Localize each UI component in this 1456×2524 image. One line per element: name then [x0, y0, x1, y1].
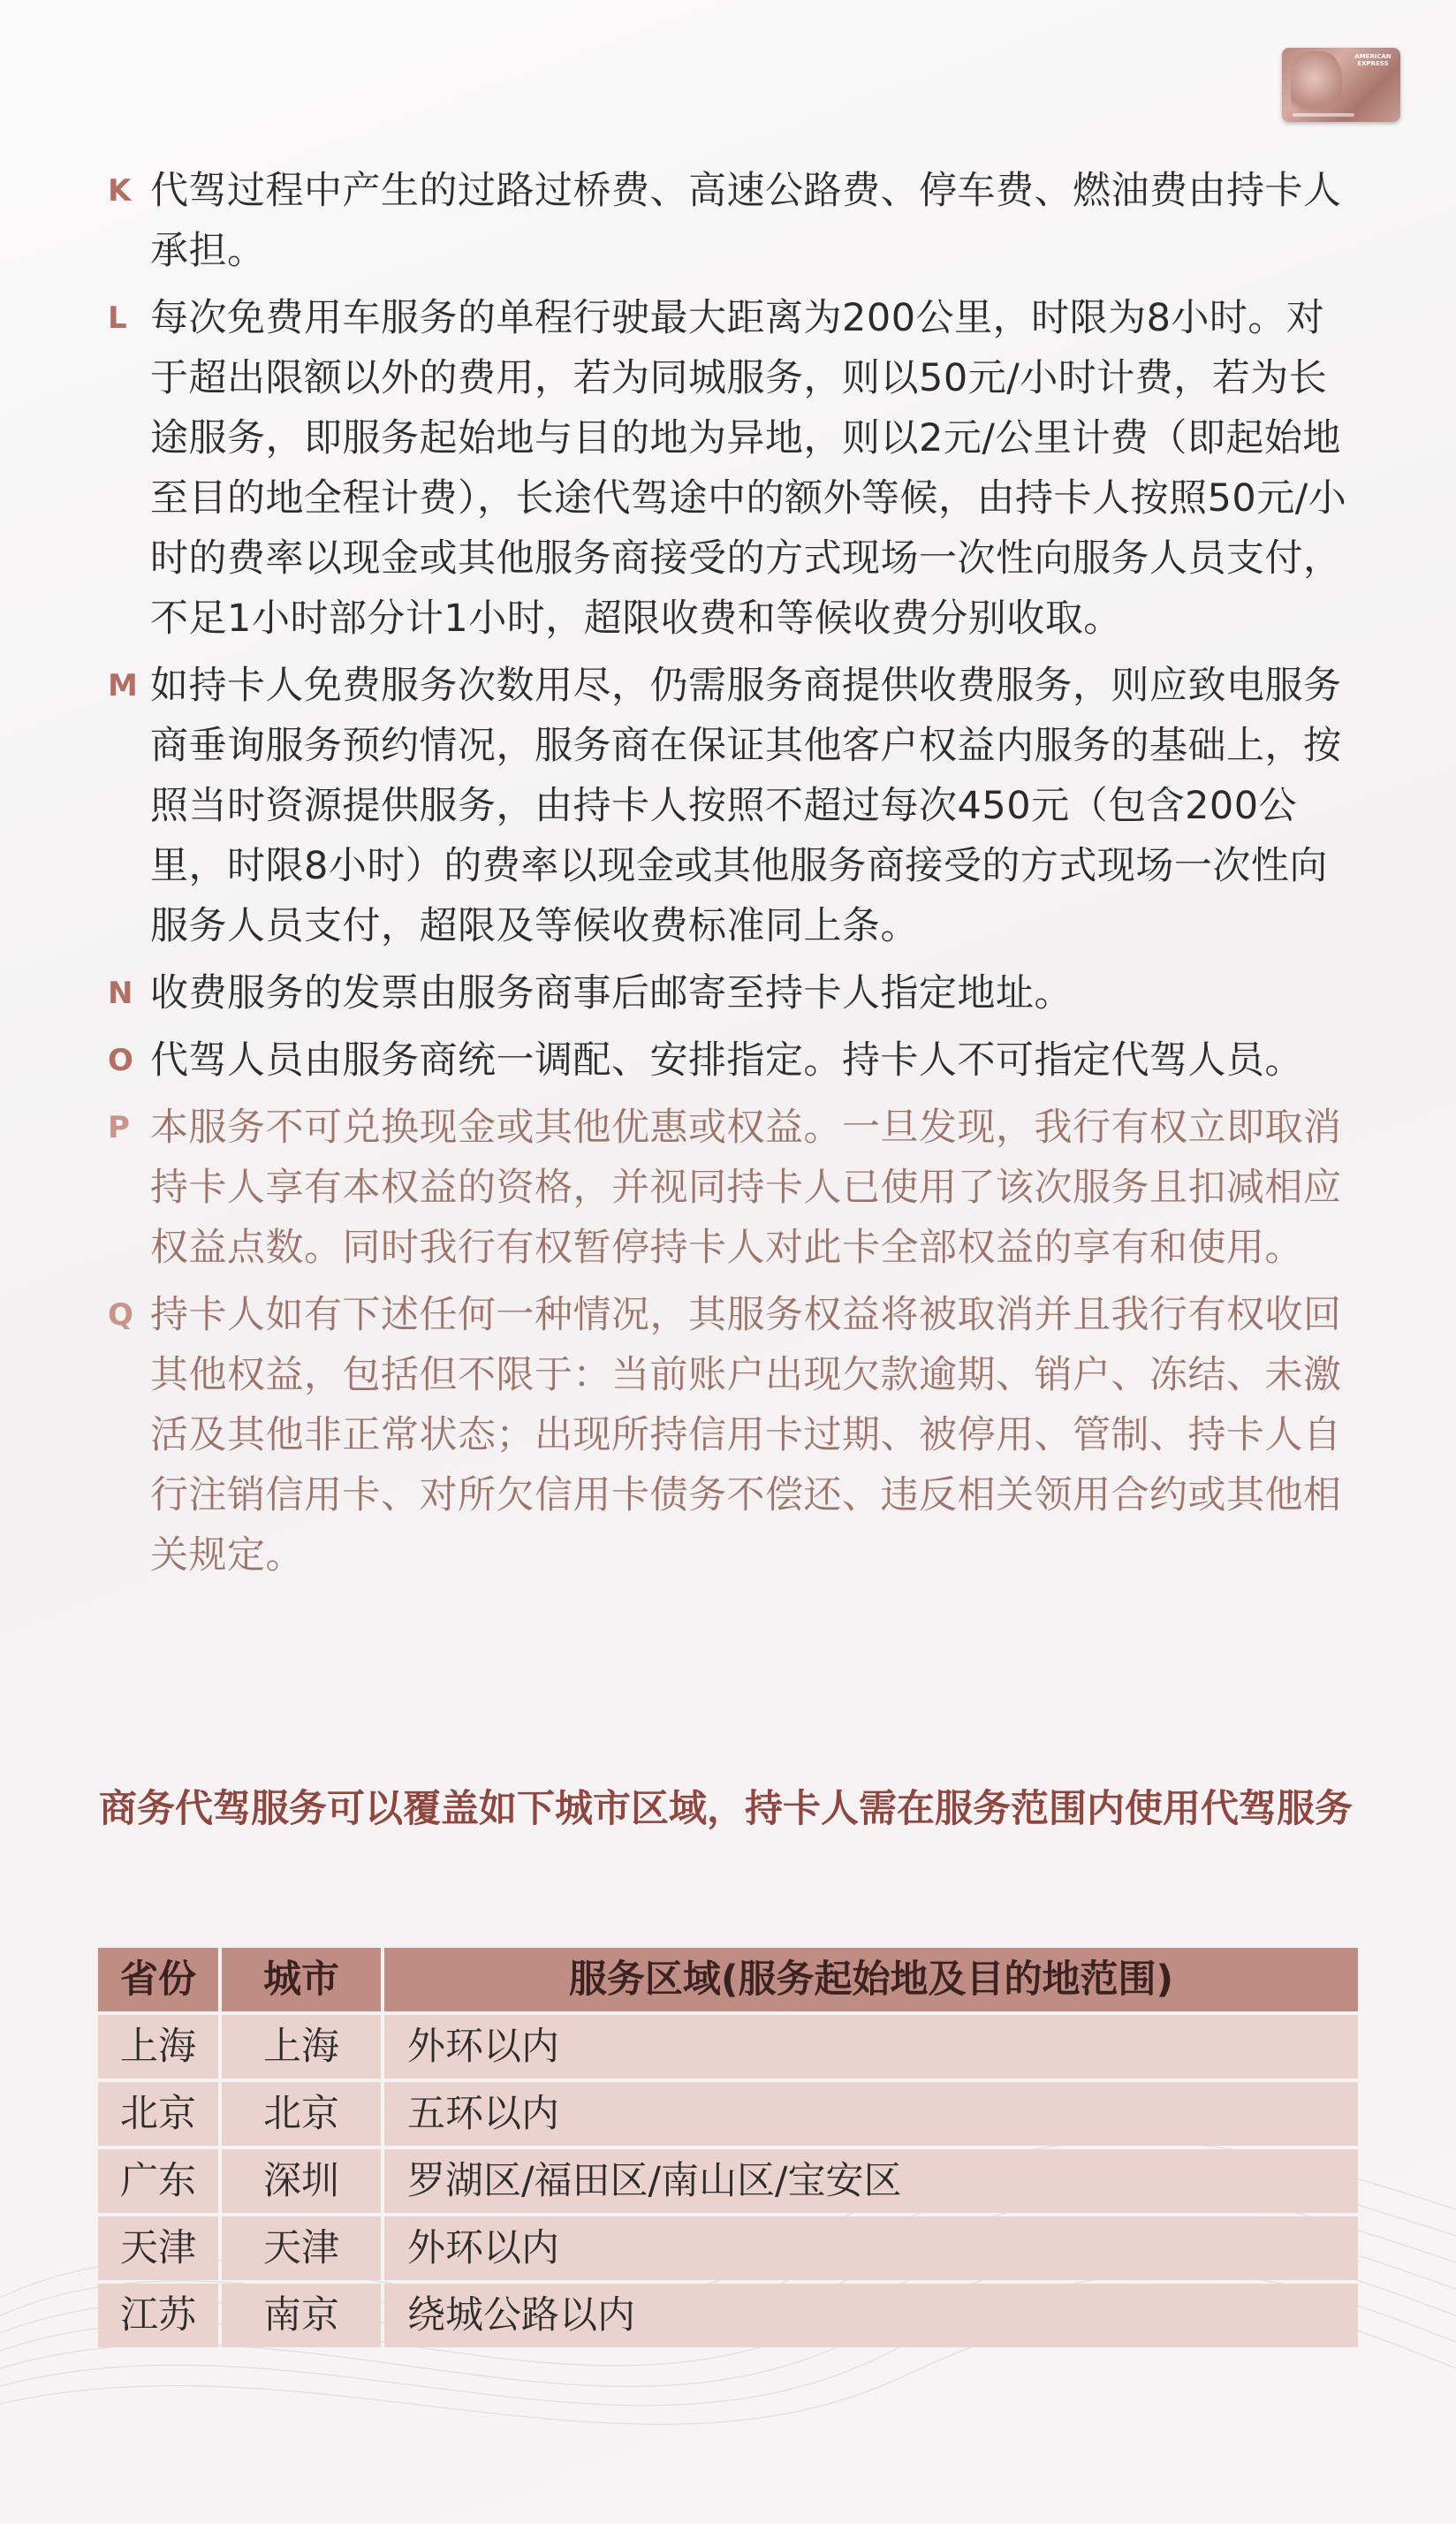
cell-city: 深圳: [222, 2149, 381, 2213]
item-text: 持卡人如有下述任何一种情况，其服务权益将被取消并且我行有权收回其他权益，包括但不限于：当前账户出现欠款逾期、销户、冻结、未激活及其他非正常状态；出现所持信用卡过期、被停用、管制、持卡人自行注销信用卡、对所欠信用卡债务不偿还、违反相关领用合约或其他相关规定。: [150, 1293, 1342, 1578]
item-marker: L: [108, 300, 128, 336]
coverage-section-title: 商务代驾服务可以覆盖如下城市区域，持卡人需在服务范围内使用代驾服务: [99, 1787, 1353, 1831]
card-brand-logo: AMERICAN EXPRESS: [1354, 53, 1392, 67]
cell-city: 天津: [222, 2216, 381, 2280]
card-portrait-graphic: [1291, 51, 1342, 118]
cell-province: 上海: [98, 2015, 218, 2079]
item-text: 收费服务的发票由服务商事后邮寄至持卡人指定地址。: [150, 971, 1073, 1015]
terms-item-m: [108, 656, 1362, 956]
item-text: 本服务不可兑换现金或其他优惠或权益。一旦发现，我行有权立即取消持卡人享有本权益的资格，并视同持卡人已使用了该次服务且扣减相应权益点数。同时我行有权暂停持卡人对此卡全部权益的享有和使用。: [150, 1106, 1342, 1270]
item-marker: O: [108, 1043, 134, 1078]
cell-service-area: 五环以内: [384, 2082, 1358, 2146]
item-text: 代驾过程中产生的过路过桥费、高速公路费、停车费、燃油费由持卡人承担。: [150, 169, 1342, 273]
terms-item-p: [108, 1098, 1362, 1278]
credit-card-thumbnail: [1282, 48, 1400, 122]
cell-city: 北京: [222, 2082, 381, 2146]
cell-service-area: 外环以内: [384, 2015, 1358, 2079]
table-row: [98, 2216, 1358, 2284]
header-service-area: 服务区域(服务起始地及目的地范围): [384, 1948, 1358, 2011]
cell-province: 广东: [98, 2149, 218, 2213]
table-row: [98, 2015, 1358, 2082]
item-marker: M: [108, 668, 139, 703]
item-marker: K: [108, 173, 132, 209]
cell-service-area: 罗湖区/福田区/南山区/宝安区: [384, 2149, 1358, 2213]
terms-item-n: [108, 963, 1362, 1023]
terms-item-o: [108, 1030, 1362, 1091]
cell-service-area: 外环以内: [384, 2216, 1358, 2280]
coverage-table: [98, 1948, 1358, 2351]
cell-city: 南京: [222, 2284, 381, 2347]
cell-city: 上海: [222, 2015, 381, 2079]
cell-province: 江苏: [98, 2284, 218, 2347]
table-row: [98, 2284, 1358, 2351]
item-text: 代驾人员由服务商统一调配、安排指定。持卡人不可指定代驾人员。: [150, 1038, 1303, 1083]
terms-list: [108, 161, 1362, 1593]
item-marker: N: [108, 976, 133, 1011]
cell-service-area: 绕城公路以内: [384, 2284, 1358, 2347]
terms-item-k: [108, 161, 1362, 281]
item-text: 每次免费用车服务的单程行驶最大距离为200公里，时限为8小时。对于超出限额以外的费用，若为同城服务，则以50元/小时计费，若为长途服务，即服务起始地与目的地为异地，则以2元/公里计费（即起始地至目的地全程计费），长途代驾途中的额外等候，由持卡人按照50元/小时的费率以现金或其他服务商接受的方式现场一次性向服务人员支付，不足1小时部分计1小时，超限收费和等候收费分别收取。: [150, 296, 1347, 641]
card-number-strip: [1293, 113, 1354, 117]
table-header-row: [98, 1948, 1358, 2015]
terms-item-q: [108, 1285, 1362, 1585]
table-row: [98, 2149, 1358, 2216]
header-province: 省份: [98, 1948, 218, 2011]
item-marker: P: [108, 1110, 131, 1145]
header-city: 城市: [222, 1948, 381, 2011]
item-text: 如持卡人免费服务次数用尽，仍需服务商提供收费服务，则应致电服务商垂询服务预约情况，服务商在保证其他客户权益内服务的基础上，按照当时资源提供服务，由持卡人按照不超过每次450元（包含200公里，时限8小时）的费率以现金或其他服务商接受的方式现场一次性向服务人员支付，超限及等候收费标准同上条。: [150, 664, 1342, 948]
table-row: [98, 2082, 1358, 2149]
cell-province: 天津: [98, 2216, 218, 2280]
terms-item-l: [108, 288, 1362, 649]
cell-province: 北京: [98, 2082, 218, 2146]
item-marker: Q: [108, 1297, 134, 1333]
